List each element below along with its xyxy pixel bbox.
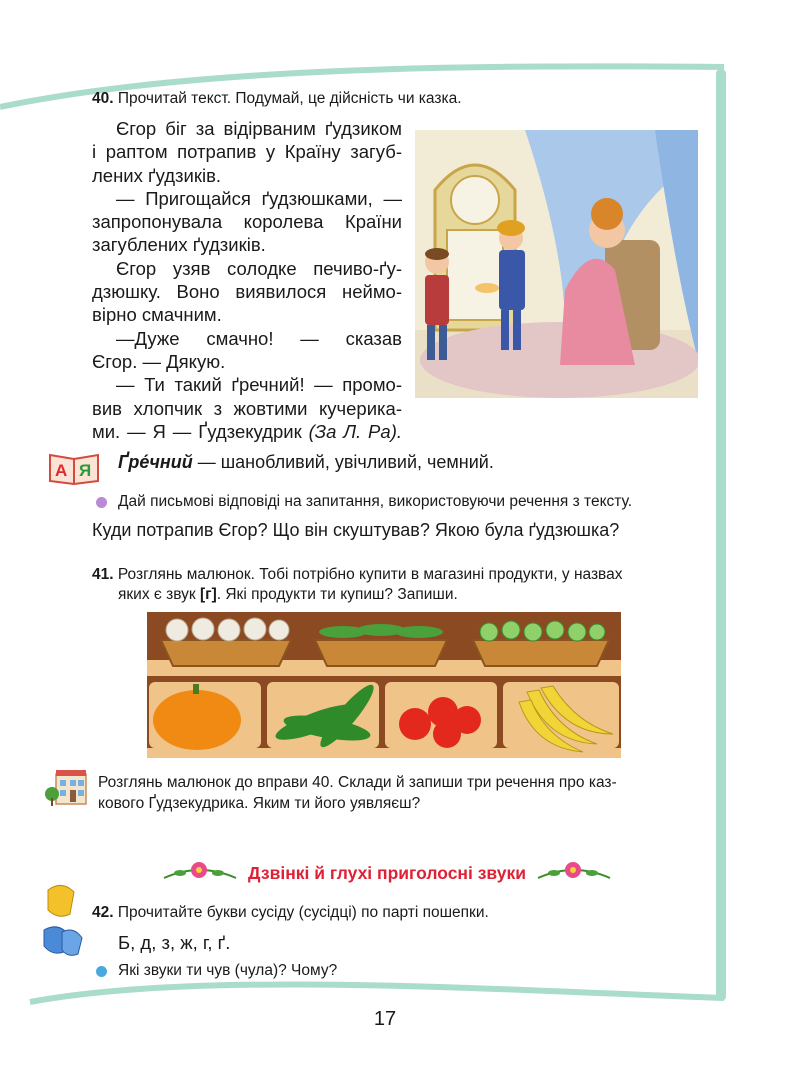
story-line: — Ти такий ґречний! — промо- xyxy=(116,374,402,396)
story-line: загублених ґудзиків. xyxy=(92,234,266,256)
ex42-instruction: Прочитайте букви сусіду (сусідці) по парті пошепки. xyxy=(117,904,489,921)
story-line: вірно смачним. xyxy=(92,304,222,326)
story-line: Єгор біг за відірваним ґудзиком xyxy=(116,118,402,139)
book-letter-ya: Я xyxy=(79,461,92,480)
vocabulary-definition: — шанобливий, увічливий, чемний. xyxy=(192,452,494,472)
ex42-heading xyxy=(92,904,489,922)
ex41-number: 41. xyxy=(92,566,114,583)
ex41-heading: 41. Розглянь малюнок. Тобі потрібно купити в магазині продукти, у назвах яких є звук [г]. Які продукти ти купиш? Запиши. xyxy=(92,566,623,603)
ex40-number: 40. xyxy=(92,90,114,107)
story-line: — Пригощайся ґудзюшками, — xyxy=(116,187,402,209)
grocery-shelf-illustration xyxy=(147,612,621,758)
page-frame-right xyxy=(716,70,726,1000)
vocabulary-entry xyxy=(118,452,494,473)
story-line: запропонувала королева Країни xyxy=(92,211,402,233)
ex40-instruction: Прочитай текст. Подумай, це дійсність чи казка. xyxy=(117,90,462,107)
page-number: 17 xyxy=(373,1008,397,1030)
task1-text: Дай письмові відповіді на запитання, використовуючи речення з тексту. xyxy=(118,493,633,510)
section-title-text: Дзвінкі й глухі приголосні звуки xyxy=(247,862,526,883)
story-line: Єгор узяв солодке печиво-ґу- xyxy=(116,257,402,279)
story-line: лених ґудзиків. xyxy=(92,164,222,186)
flower-ornament-left-icon xyxy=(160,856,238,890)
section-title xyxy=(146,856,628,890)
story-source: (За Л. Ра). xyxy=(308,420,402,442)
book-letter-a: А xyxy=(55,461,68,480)
story-line-last: ми. — Я — Ґудзекудрик (За Л. Ра). xyxy=(92,420,402,442)
task1-questions: Куди потрапив Єгор? Що він скуштував? Якою була ґудзюшка? xyxy=(92,520,620,540)
vocabulary-word: Ґре́чний xyxy=(118,452,193,472)
bullet-icon xyxy=(96,966,107,977)
story-line: —Дуже смачно! — сказав xyxy=(116,327,402,349)
story-text xyxy=(92,117,402,443)
story-line: дзюшку. Воно виявилося неймо- xyxy=(92,281,402,303)
homework-text: Розглянь малюнок до вправи 40. Склади й запиши три речення про каз- кового Ґудзекудрика. Яким ти його уявляєш? xyxy=(98,774,617,812)
fairy-tale-illustration xyxy=(415,130,698,398)
ex42-question: Які звуки ти чув (чула)? Чому? xyxy=(118,962,338,979)
ex42-letters: Б, д, з, ж, г, ґ. xyxy=(118,932,231,953)
ex42-number: 42. xyxy=(92,904,114,921)
book-icon xyxy=(46,449,102,485)
ex41-sound: [г] xyxy=(199,586,217,603)
story-line: Єгор. — Дякую. xyxy=(92,350,226,372)
flower-ornament-right-icon xyxy=(536,856,614,890)
story-line: і раптом потрапив у Країну загуб- xyxy=(92,141,402,163)
bells-icon xyxy=(40,880,86,960)
ex40-heading xyxy=(92,89,462,109)
house-icon xyxy=(44,768,92,808)
story-line: вив хлопчик з жовтими кучерика- xyxy=(92,397,402,419)
bullet-icon xyxy=(96,497,107,508)
